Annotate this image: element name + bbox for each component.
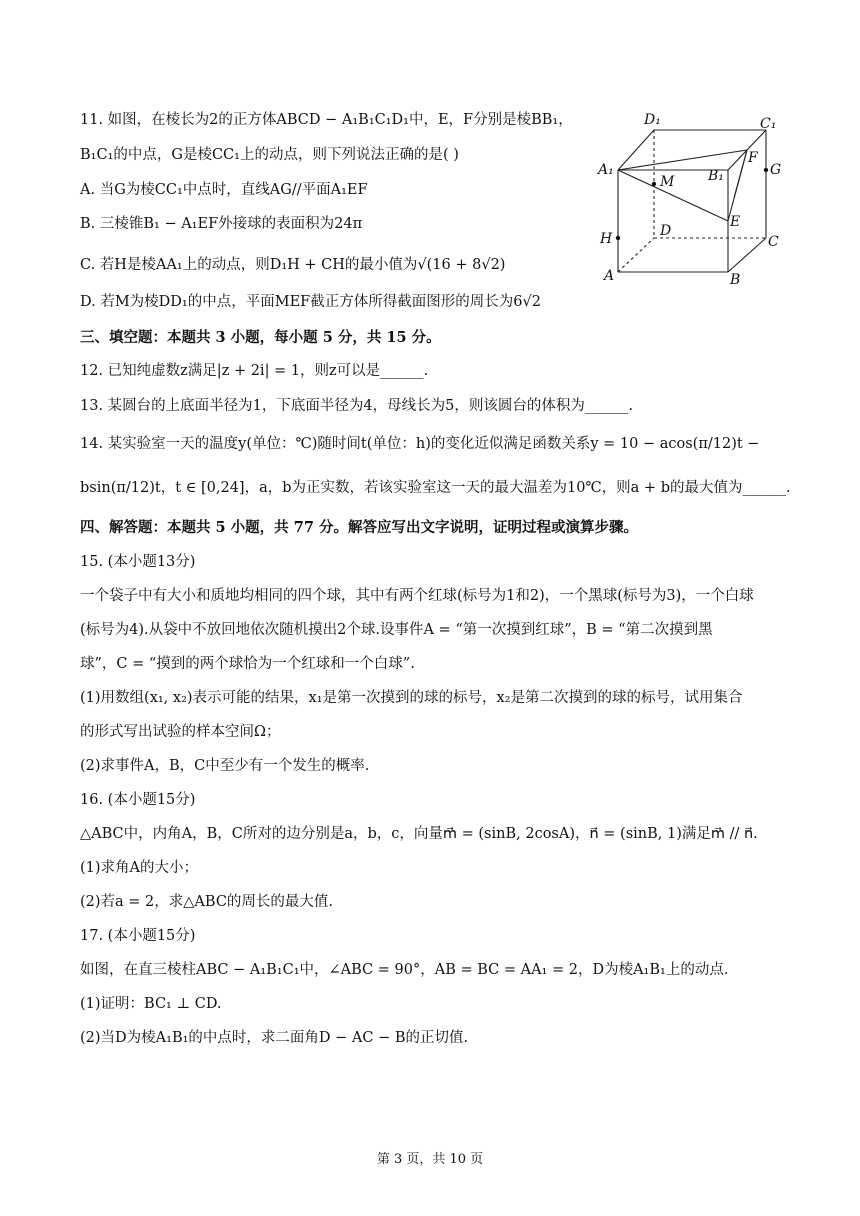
q11-stem-line2: B₁C₁的中点，G是棱CC₁上的动点，则下列说法正确的是( ) <box>80 147 459 163</box>
label-d: D <box>660 223 672 239</box>
point-g <box>764 168 768 172</box>
label-b1: B₁ <box>708 168 724 184</box>
q11-option-c: C. 若H是棱AA₁上的动点，则D₁H + CH的最小值为√(16 + 8√2) <box>80 257 506 273</box>
section-answer-heading: 四、解答题：本题共 5 小题，共 77 分。解答应写出文字说明，证明过程或演算步骤。 <box>80 519 638 536</box>
label-g: G <box>770 162 782 178</box>
q11-stem-line1: 11. 如图，在棱长为2的正方体ABCD − A₁B₁C₁D₁中，E，F分别是棱BB₁， <box>80 112 573 128</box>
q15-part1-line2: 的形式写出试验的样本空间Ω； <box>80 724 281 740</box>
label-f: F <box>748 150 758 166</box>
point-m <box>652 182 656 186</box>
q12: 12. 已知纯虚数z满足|z + 2i| = 1，则z可以是______. <box>80 363 429 379</box>
q16-part2: (2)若a = 2，求△ABC的周长的最大值. <box>80 894 334 910</box>
q11-option-a: A. 当G为棱CC₁中点时，直线AG//平面A₁EF <box>80 182 368 198</box>
q17-part1: (1)证明：BC₁ ⊥ CD. <box>80 996 222 1012</box>
q13: 13. 某圆台的上底面半径为1，下底面半径为4，母线长为5，则该圆台的体积为______. <box>80 398 633 414</box>
q16-line1: △ABC中，内角A，B，C所对的边分别是a，b，c，向量m⃗ = (sinB, 2cosA)，n⃗ = (sinB, 1)满足m⃗ // n⃗. <box>80 826 758 842</box>
label-h: H <box>600 231 613 247</box>
point-h <box>616 236 620 240</box>
q17-part2: (2)当D为棱A₁B₁的中点时，求二面角D − AC − B的正切值. <box>80 1030 469 1046</box>
page-footer: 第 3 页，共 10 页 <box>376 1152 484 1167</box>
q14-line2: bsin(π/12)t，t ∈ [0,24]，a，b为正实数，若该实验室这一天的最大温差为10℃，则a + b的最大值为______. <box>80 480 791 496</box>
label-e: E <box>730 214 741 230</box>
q15-line1: 一个袋子中有大小和质地均相同的四个球，其中有两个红球(标号为1和2)，一个黑球(标号为3)，一个白球 <box>80 588 754 604</box>
q15-line3: 球”，C = “摸到的两个球恰为一个红球和一个白球”. <box>80 656 415 672</box>
q11-option-d: D. 若M为棱DD₁的中点，平面MEF截正方体所得截面图形的周长为6√2 <box>80 294 541 310</box>
q15-line2: (标号为4).从袋中不放回地依次随机摸出2个球.设事件A = “第一次摸到红球”，B = “第二次摸到黑 <box>80 622 713 638</box>
label-b: B <box>730 272 741 288</box>
q14-line1: 14. 某实验室一天的温度y(单位：℃)随时间t(单位：h)的变化近似满足函数关系y = 10 − acos(π/12)t − <box>80 436 760 452</box>
q16-heading: 16. (本小题15分) <box>80 792 196 808</box>
cube-figure <box>596 108 792 292</box>
q17-heading: 17. (本小题15分) <box>80 928 196 944</box>
label-c: C <box>768 234 779 250</box>
q15-part1-line1: (1)用数组(x₁, x₂)表示可能的结果，x₁是第一次摸到的球的标号，x₂是第二次摸到的球的标号，试用集合 <box>80 690 743 706</box>
q15-part2: (2)求事件A，B，C中至少有一个发生的概率. <box>80 758 370 774</box>
label-m: M <box>660 174 675 190</box>
q17-line1: 如图，在直三棱柱ABC − A₁B₁C₁中，∠ABC = 90°，AB = BC = AA₁ = 2，D为棱A₁B₁上的动点. <box>80 962 729 978</box>
label-d1: D₁ <box>644 112 661 128</box>
q15-heading: 15. (本小题13分) <box>80 554 196 570</box>
q11-option-b: B. 三棱锥B₁ − A₁EF外接球的表面积为24π <box>80 216 363 232</box>
label-a1: A₁ <box>598 162 614 178</box>
label-c1: C₁ <box>760 116 777 132</box>
section-fill-in-heading: 三、填空题：本题共 3 小题，每小题 5 分，共 15 分。 <box>80 329 441 346</box>
label-a: A <box>604 268 615 284</box>
q16-part1: (1)求角A的大小； <box>80 860 199 876</box>
